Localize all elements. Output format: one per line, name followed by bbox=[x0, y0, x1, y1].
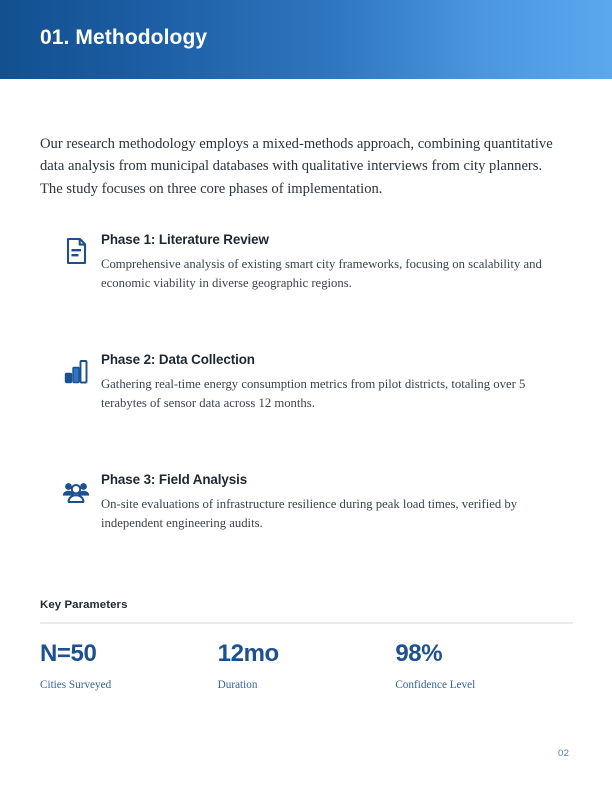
bar-chart-icon bbox=[61, 356, 91, 386]
stat-value: 98% bbox=[395, 640, 443, 667]
phase-title: Phase 2: Data Collection bbox=[101, 352, 255, 367]
stat-label: Confidence Level bbox=[395, 679, 476, 691]
page-title: 01. Methodology bbox=[40, 26, 208, 49]
stat-label: Duration bbox=[217, 679, 258, 691]
phase-content-2 bbox=[101, 352, 560, 412]
key-parameters-heading: Key Parameters bbox=[40, 599, 128, 611]
phase-item-2 bbox=[40, 352, 560, 412]
phase-content-3 bbox=[101, 472, 560, 532]
phase-title: Phase 3: Field Analysis bbox=[101, 472, 248, 487]
phase-item-3 bbox=[40, 472, 560, 532]
stat-item bbox=[395, 640, 573, 692]
document-icon bbox=[61, 236, 91, 266]
stat-value: N=50 bbox=[40, 640, 97, 667]
phase-description: Comprehensive analysis of existing smart city frameworks, focusing on scalability and economic viability in diverse geographic regions. bbox=[101, 257, 542, 290]
phase-content-1 bbox=[101, 232, 560, 292]
phase-title: Phase 1: Literature Review bbox=[101, 232, 269, 247]
page-number: 02 bbox=[558, 748, 570, 759]
people-group-icon bbox=[61, 476, 91, 506]
stat-label: Cities Surveyed bbox=[40, 679, 112, 691]
phase-description: Gathering real-time energy consumption metrics from pilot districts, totaling over 5 terabytes of sensor data across 12 months. bbox=[101, 377, 526, 410]
stat-item bbox=[40, 640, 218, 692]
key-parameters-stats bbox=[40, 640, 573, 692]
key-parameters-divider bbox=[40, 622, 573, 624]
phase-item-1 bbox=[40, 232, 560, 292]
intro-paragraph: Our research methodology employs a mixed-methods approach, combining quantitative data analysis from municipal databases with qualitative interviews from city planners. The study focuses on three core phases of implementation. bbox=[40, 135, 553, 197]
stat-value: 12mo bbox=[217, 640, 279, 667]
phase-description: On-site evaluations of infrastructure resilience during peak load times, verified by independent engineering audits. bbox=[101, 497, 518, 530]
stat-item bbox=[218, 640, 396, 692]
